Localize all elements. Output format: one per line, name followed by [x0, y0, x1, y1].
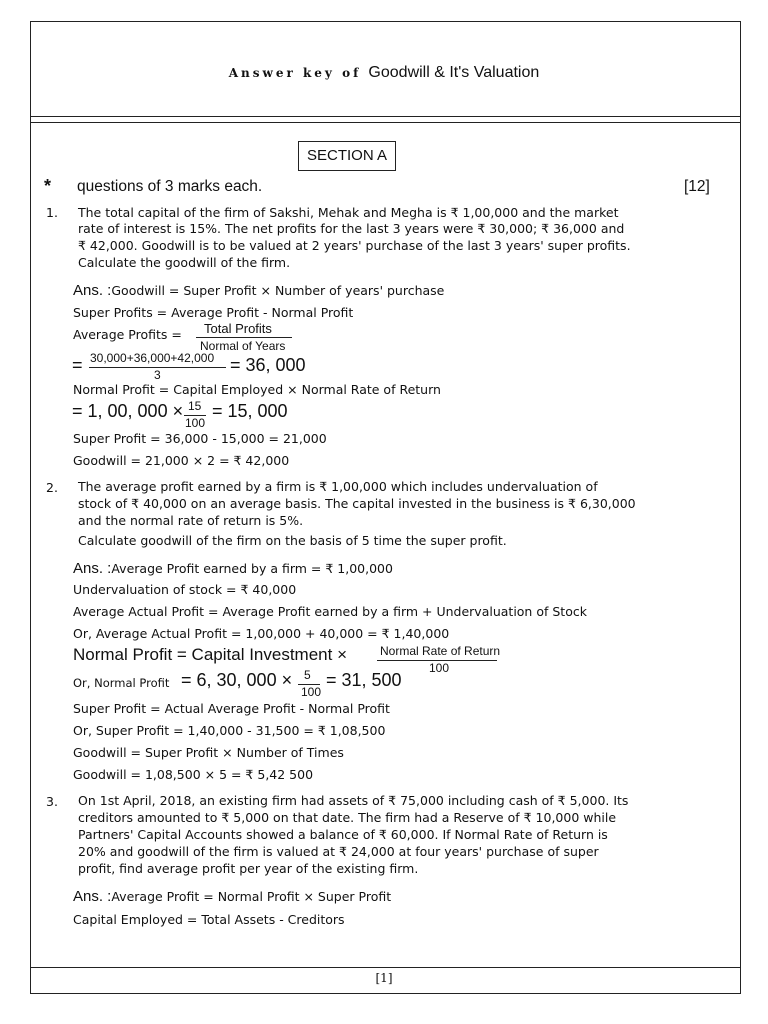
q2-line: Calculate goodwill of the firm on the basis of 5 time the super profit.	[78, 533, 507, 548]
q2-or-super: Or, Super Profit = 1,40,000 - 31,500 = ₹ 1,08,500	[73, 723, 386, 738]
q3-line: Partners' Capital Accounts showed a balance of ₹ 60,000. If Normal Rate of Return is	[78, 827, 608, 842]
q1-np-result: = 15, 000	[212, 401, 288, 421]
q1-calc-numerator: 30,000+36,000+42,000	[90, 351, 215, 365]
q2-number: 2.	[46, 480, 58, 495]
q2-super-profit: Super Profit = Actual Average Profit - Normal Profit	[73, 701, 390, 716]
q1-line: The total capital of the firm of Sakshi, Mehak and Megha is ₹ 1,00,000 and the market	[78, 205, 619, 220]
q3-line: profit, find average profit per year of the existing firm.	[78, 861, 419, 876]
footer-rule	[30, 967, 741, 968]
q1-avg-label: Average Profits =	[73, 327, 182, 342]
q2-or-np-small: Or, Normal Profit	[73, 676, 170, 690]
q3-number: 3.	[46, 794, 58, 809]
q3-ans-text: Average Profit = Normal Profit × Super Profit	[111, 889, 392, 904]
q2-undervaluation: Undervaluation of stock = ₹ 40,000	[73, 582, 297, 597]
q1-line: ₹ 42,000. Goodwill is to be valued at 2 years' purchase of the last 3 years' super profits.	[78, 238, 631, 253]
page-title	[0, 62, 768, 82]
q1-line: Calculate the goodwill of the firm.	[78, 255, 291, 270]
q1-avg-numerator: Total Profits	[204, 321, 272, 336]
section-marks: [12]	[684, 178, 710, 195]
header-rule-bottom	[30, 122, 741, 123]
q2-or-np-denominator: 100	[301, 685, 322, 699]
q1-calc-result: = 36, 000	[230, 355, 306, 375]
q1-np-left: = 1, 00, 000 ×	[72, 401, 184, 421]
title-main: Goodwill & It's Valuation	[368, 64, 540, 81]
q2-or-np-numerator: 5	[304, 668, 311, 682]
ans-label: Ans. :	[73, 560, 112, 577]
q1-eq-sign: =	[72, 355, 83, 375]
page-number: [1]	[375, 971, 393, 985]
q2-normal-profit-big: Normal Profit = Capital Investment ×	[73, 645, 348, 664]
header-rule-top	[30, 116, 741, 117]
q2-line: The average profit earned by a firm is ₹ 1,00,000 which includes undervaluation of	[78, 479, 598, 494]
q1-number: 1.	[46, 205, 58, 220]
ans-label: Ans. :	[73, 888, 112, 905]
title-prefix: Answer key of	[228, 66, 369, 80]
q2-goodwill-formula: Goodwill = Super Profit × Number of Times	[73, 745, 344, 760]
q2-line: stock of ₹ 40,000 on an average basis. The capital invested in the business is ₹ 6,30,000	[78, 496, 636, 511]
q1-super-profits: Super Profits = Average Profit - Normal Profit	[73, 305, 354, 320]
q2-avg-actual: Average Actual Profit = Average Profit earned by a firm + Undervaluation of Stock	[73, 604, 587, 619]
section-instruction: questions of 3 marks each.	[77, 178, 263, 195]
q1-np-denominator: 100	[185, 416, 206, 430]
q2-or-np-result: = 31, 500	[326, 670, 402, 690]
q2-line: and the normal rate of return is 5%.	[78, 513, 304, 528]
q1-goodwill: Goodwill = 21,000 × 2 = ₹ 42,000	[73, 453, 290, 468]
q2-nr-numerator: Normal Rate of Return	[380, 644, 501, 658]
q1-super-profit: Super Profit = 36,000 - 15,000 = 21,000	[73, 431, 327, 446]
q1-ans-text: Goodwill = Super Profit × Number of years' purchase	[111, 283, 445, 298]
q2-or-np-big: = 6, 30, 000 ×	[181, 670, 293, 690]
q1-normal-profit: Normal Profit = Capital Employed × Normal Rate of Return	[73, 382, 441, 397]
q1-line: rate of interest is 15%. The net profits for the last 3 years were ₹ 30,000; ₹ 36,000 and	[78, 221, 625, 236]
ans-label: Ans. :	[73, 282, 112, 299]
q3-answer-first	[73, 889, 391, 905]
q3-line: 20% and goodwill of the firm is valued at ₹ 24,000 at four years' purchase of super	[78, 844, 599, 859]
q1-avg-denominator: Normal of Years	[200, 339, 286, 353]
q3-line: On 1st April, 2018, an existing firm had assets of ₹ 75,000 including cash of ₹ 5,000. Its	[78, 793, 629, 808]
q2-nr-denominator: 100	[429, 661, 450, 675]
q3-line: creditors amounted to ₹ 5,000 on that date. The firm had a Reserve of ₹ 10,000 while	[78, 810, 617, 825]
q3-capital: Capital Employed = Total Assets - Creditors	[73, 912, 345, 927]
q2-answer-first	[73, 561, 393, 577]
q2-goodwill: Goodwill = 1,08,500 × 5 = ₹ 5,42 500	[73, 767, 314, 782]
q1-np-numerator: 15	[188, 399, 202, 413]
q1-calc-denominator: 3	[154, 368, 161, 382]
q1-avg-fraction-bar	[196, 337, 292, 338]
q2-or-avg-actual: Or, Average Actual Profit = 1,00,000 + 40,000 = ₹ 1,40,000	[73, 626, 450, 641]
q1-answer-first	[73, 283, 444, 299]
section-label: SECTION A	[298, 141, 396, 171]
section-bullet: *	[44, 176, 52, 196]
q2-ans-text: Average Profit earned by a firm = ₹ 1,00,000	[111, 561, 393, 576]
